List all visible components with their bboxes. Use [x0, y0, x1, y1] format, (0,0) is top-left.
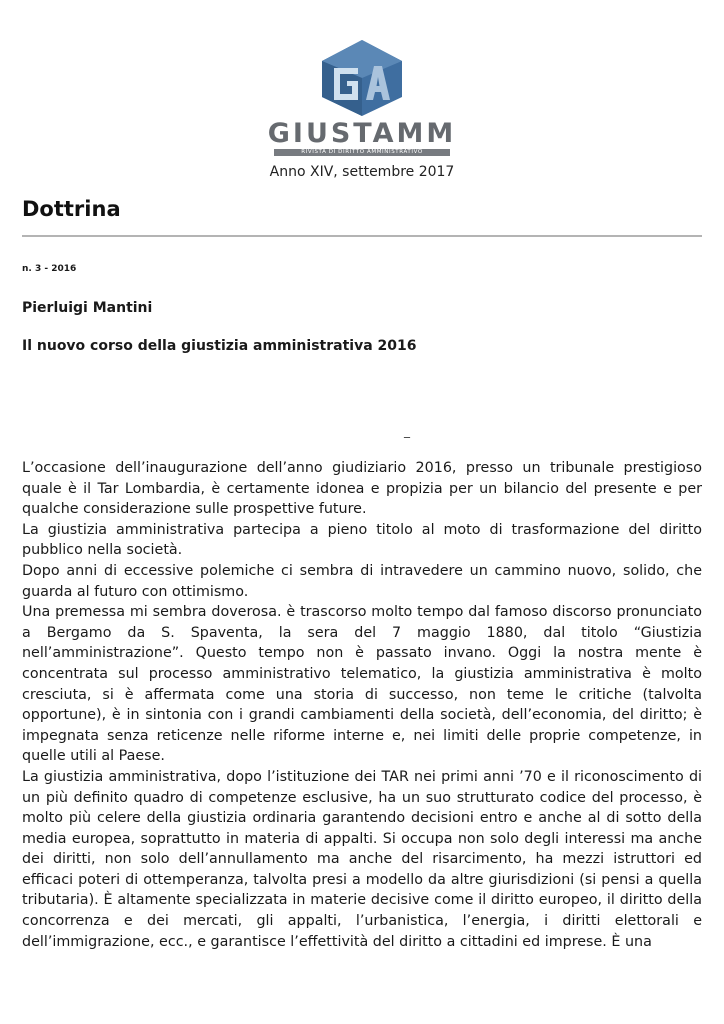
issue-date: Anno XIV, settembre 2017 [269, 164, 455, 180]
body-paragraph: La giustizia amministrativa partecipa a pieno titolo al moto di trasformazione del diritto pubblico nella società. [22, 521, 702, 559]
body-paragraph: L’occasione dell’inaugurazione dell’anno giudiziario 2016, presso un tribunale prestigioso quale è il Tar Lombardia, è certamente idonea e propizia per un bilancio del presente e per qualche considerazione sulle prospettive future. [22, 460, 702, 518]
article-body [22, 458, 702, 952]
article-title: Il nuovo corso della giustizia amministrativa 2016 [22, 338, 417, 354]
body-paragraph: La giustizia amministrativa, dopo l’istituzione dei TAR nei primi anni ’70 e il riconoscimento di un più definito quadro di competenze esclusive, ha un suo strutturato codice del processo, è molto più celere della giustizia ordinaria garantendo decisioni entro e anche al di sotto della media europea, soprattutto in materia di appalti. Si occupa non solo degli interessi ma anche dei diritti, non solo dell’annullamento ma anche del risarcimento, ha mezzi istruttori ed efficaci poteri di ottemperanza, talvolta presi a modello da altre giurisdizioni (si pensi a quella tributaria). È altamente specializzata in materie decisive come il diritto europeo, il diritto della concorrenza e dei mercati, gli appalti, l’urbanistica, l’energia, i diritti elettorali e dell’immigrazione, ecc., e garantisce l’effettività del diritto a cittadini ed imprese. È una [22, 768, 702, 950]
issue-reference: n. 3 - 2016 [22, 264, 77, 274]
separator-mark: _ [404, 424, 410, 438]
ga-monogram-icon [316, 38, 408, 118]
masthead [0, 38, 724, 180]
article-author: Pierluigi Mantini [22, 300, 153, 316]
section-title: Dottrina [22, 197, 121, 221]
brand-name: GIUSTAMM [267, 118, 457, 149]
section-divider [22, 235, 702, 237]
brand-tagline: RIVISTA DI DIRITTO AMMINISTRATIVO [274, 149, 450, 156]
body-paragraph: Una premessa mi sembra doverosa. è trascorso molto tempo dal famoso discorso pronunciato a Bergamo da S. Spaventa, la sera del 7 maggio 1880, dal titolo “Giustizia nell’amministrazione”. Questo tempo non è passato invano. Oggi la nostra mente è concentrata sul processo amministrativo telematico, la giustizia amministrativa è molto cresciuta, si è affermata come una storia di successo, non teme le critiche (talvolta opportune), è in sintonia con i grandi cambiamenti della società, dell’economia, del diritto; è impegnata senza reticenze nelle riforme interne e, nei limiti delle proprie competenze, in quelle utili al Paese. [22, 604, 702, 765]
body-paragraph: Dopo anni di eccessive polemiche ci sembra di intravedere un cammino nuovo, solido, che guarda al futuro con ottimismo. [22, 562, 702, 600]
